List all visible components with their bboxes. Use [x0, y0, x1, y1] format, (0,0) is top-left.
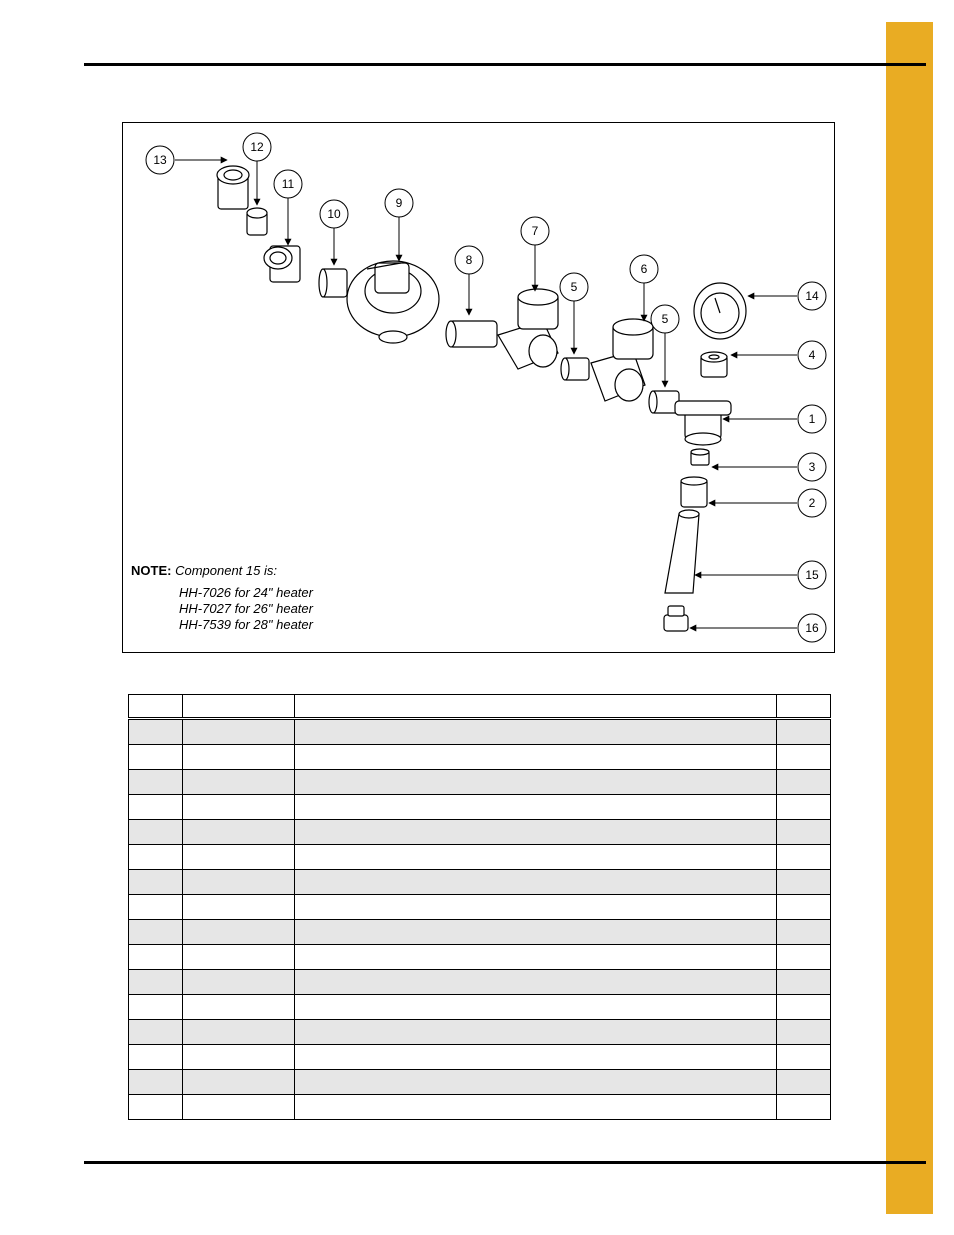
table-row [129, 920, 831, 945]
cell-ref [129, 770, 183, 795]
cell-description [295, 745, 777, 770]
header-ref [129, 695, 183, 719]
cell-part-number [183, 1070, 295, 1095]
part-4-bushing [701, 352, 727, 377]
cell-part-number [183, 795, 295, 820]
part-14-pressure-gauge [694, 283, 746, 339]
cell-ref [129, 745, 183, 770]
cell-part-number [183, 770, 295, 795]
cell-ref [129, 719, 183, 745]
cell-ref [129, 795, 183, 820]
cell-ref [129, 1020, 183, 1045]
cell-ref [129, 870, 183, 895]
cell-qty [777, 1045, 831, 1070]
part-2-hex-fitting [681, 477, 707, 507]
table-row [129, 1020, 831, 1045]
part-3-adapter [691, 449, 709, 465]
cell-part-number [183, 995, 295, 1020]
variant-item: HH-7026 for 24" heater [179, 585, 313, 600]
part-5-nipple-left [561, 358, 589, 380]
callout-3: 3 [808, 460, 816, 474]
cell-description [295, 1045, 777, 1070]
cell-description [295, 820, 777, 845]
header-qty [777, 695, 831, 719]
note-text: Component 15 is: [175, 563, 277, 578]
callout-16: 16 [805, 621, 819, 635]
table-row [129, 719, 831, 745]
table-row [129, 1095, 831, 1120]
cell-ref [129, 970, 183, 995]
cell-part-number [183, 1045, 295, 1070]
part-15-pipe [665, 510, 699, 593]
cell-ref [129, 920, 183, 945]
cell-qty [777, 845, 831, 870]
cell-description [295, 845, 777, 870]
callout-1: 1 [808, 412, 816, 426]
callout-4: 4 [808, 348, 816, 362]
cell-description [295, 870, 777, 895]
part-11-elbow-fitting [264, 246, 300, 282]
table-body [129, 719, 831, 1120]
callout-10: 10 [327, 207, 341, 221]
cell-ref [129, 945, 183, 970]
cell-description [295, 1020, 777, 1045]
cell-description [295, 995, 777, 1020]
callout-2: 2 [808, 496, 816, 510]
cell-qty [777, 795, 831, 820]
cell-qty [777, 1095, 831, 1120]
cell-description [295, 719, 777, 745]
table-row [129, 795, 831, 820]
component-note [131, 563, 313, 632]
cell-qty [777, 870, 831, 895]
table-row [129, 1070, 831, 1095]
cell-part-number [183, 745, 295, 770]
part-7-solenoid-valve [498, 289, 558, 369]
cell-part-number [183, 1095, 295, 1120]
cell-qty [777, 820, 831, 845]
part-10-coupling [319, 269, 347, 297]
cell-part-number [183, 820, 295, 845]
table-row [129, 995, 831, 1020]
callout-7: 7 [531, 224, 539, 238]
parts-list-table [128, 694, 831, 1120]
cell-description [295, 1095, 777, 1120]
callout-11: 11 [281, 177, 295, 191]
cell-qty [777, 970, 831, 995]
table-row [129, 945, 831, 970]
header-part-number [183, 695, 295, 719]
cell-description [295, 970, 777, 995]
cell-part-number [183, 845, 295, 870]
cell-part-number [183, 895, 295, 920]
cell-part-number [183, 970, 295, 995]
cell-part-number [183, 920, 295, 945]
cell-description [295, 895, 777, 920]
table-row [129, 870, 831, 895]
table-row [129, 845, 831, 870]
cell-description [295, 1070, 777, 1095]
part-16-plug [664, 606, 688, 631]
parts-diagram [122, 122, 835, 653]
footer-rule [84, 1161, 926, 1164]
callout-13: 13 [153, 153, 167, 167]
cell-ref [129, 845, 183, 870]
table-header-row [129, 695, 831, 719]
callout-15: 15 [805, 568, 819, 582]
callout-6: 6 [640, 262, 648, 276]
header-rule [84, 63, 926, 66]
callout-14: 14 [805, 289, 819, 303]
part-12-nipple [247, 208, 267, 235]
part-13-elbow-fitting [217, 166, 249, 209]
variant-list [179, 585, 313, 633]
cell-qty [777, 745, 831, 770]
cell-part-number [183, 870, 295, 895]
part-6-solenoid-valve [591, 319, 653, 401]
callout-5b: 5 [661, 312, 669, 326]
header-description [295, 695, 777, 719]
table-row [129, 895, 831, 920]
cell-description [295, 945, 777, 970]
cell-ref [129, 820, 183, 845]
cell-ref [129, 1095, 183, 1120]
cell-description [295, 795, 777, 820]
variant-item: HH-7027 for 26" heater [179, 601, 313, 616]
chapter-side-tab [886, 22, 933, 1214]
callout-5a: 5 [570, 280, 578, 294]
cell-ref [129, 895, 183, 920]
cell-qty [777, 1020, 831, 1045]
cell-part-number [183, 1020, 295, 1045]
cell-qty [777, 719, 831, 745]
table-row [129, 770, 831, 795]
table-row [129, 970, 831, 995]
variant-item: HH-7539 for 28" heater [179, 617, 313, 632]
note-label: NOTE: [131, 563, 172, 578]
part-9-regulator [347, 261, 439, 343]
table-row [129, 820, 831, 845]
cell-ref [129, 995, 183, 1020]
cell-ref [129, 1045, 183, 1070]
cell-part-number [183, 719, 295, 745]
part-8-nipple [446, 321, 497, 347]
cell-qty [777, 895, 831, 920]
cell-qty [777, 920, 831, 945]
cell-part-number [183, 945, 295, 970]
callout-12: 12 [250, 140, 264, 154]
cell-qty [777, 995, 831, 1020]
cell-qty [777, 770, 831, 795]
table-row [129, 1045, 831, 1070]
cell-qty [777, 1070, 831, 1095]
cell-qty [777, 945, 831, 970]
table-row [129, 745, 831, 770]
cell-ref [129, 1070, 183, 1095]
cell-description [295, 920, 777, 945]
callout-8: 8 [465, 253, 473, 267]
part-1-tee-fitting [675, 401, 731, 445]
cell-description [295, 770, 777, 795]
callout-9: 9 [395, 196, 403, 210]
